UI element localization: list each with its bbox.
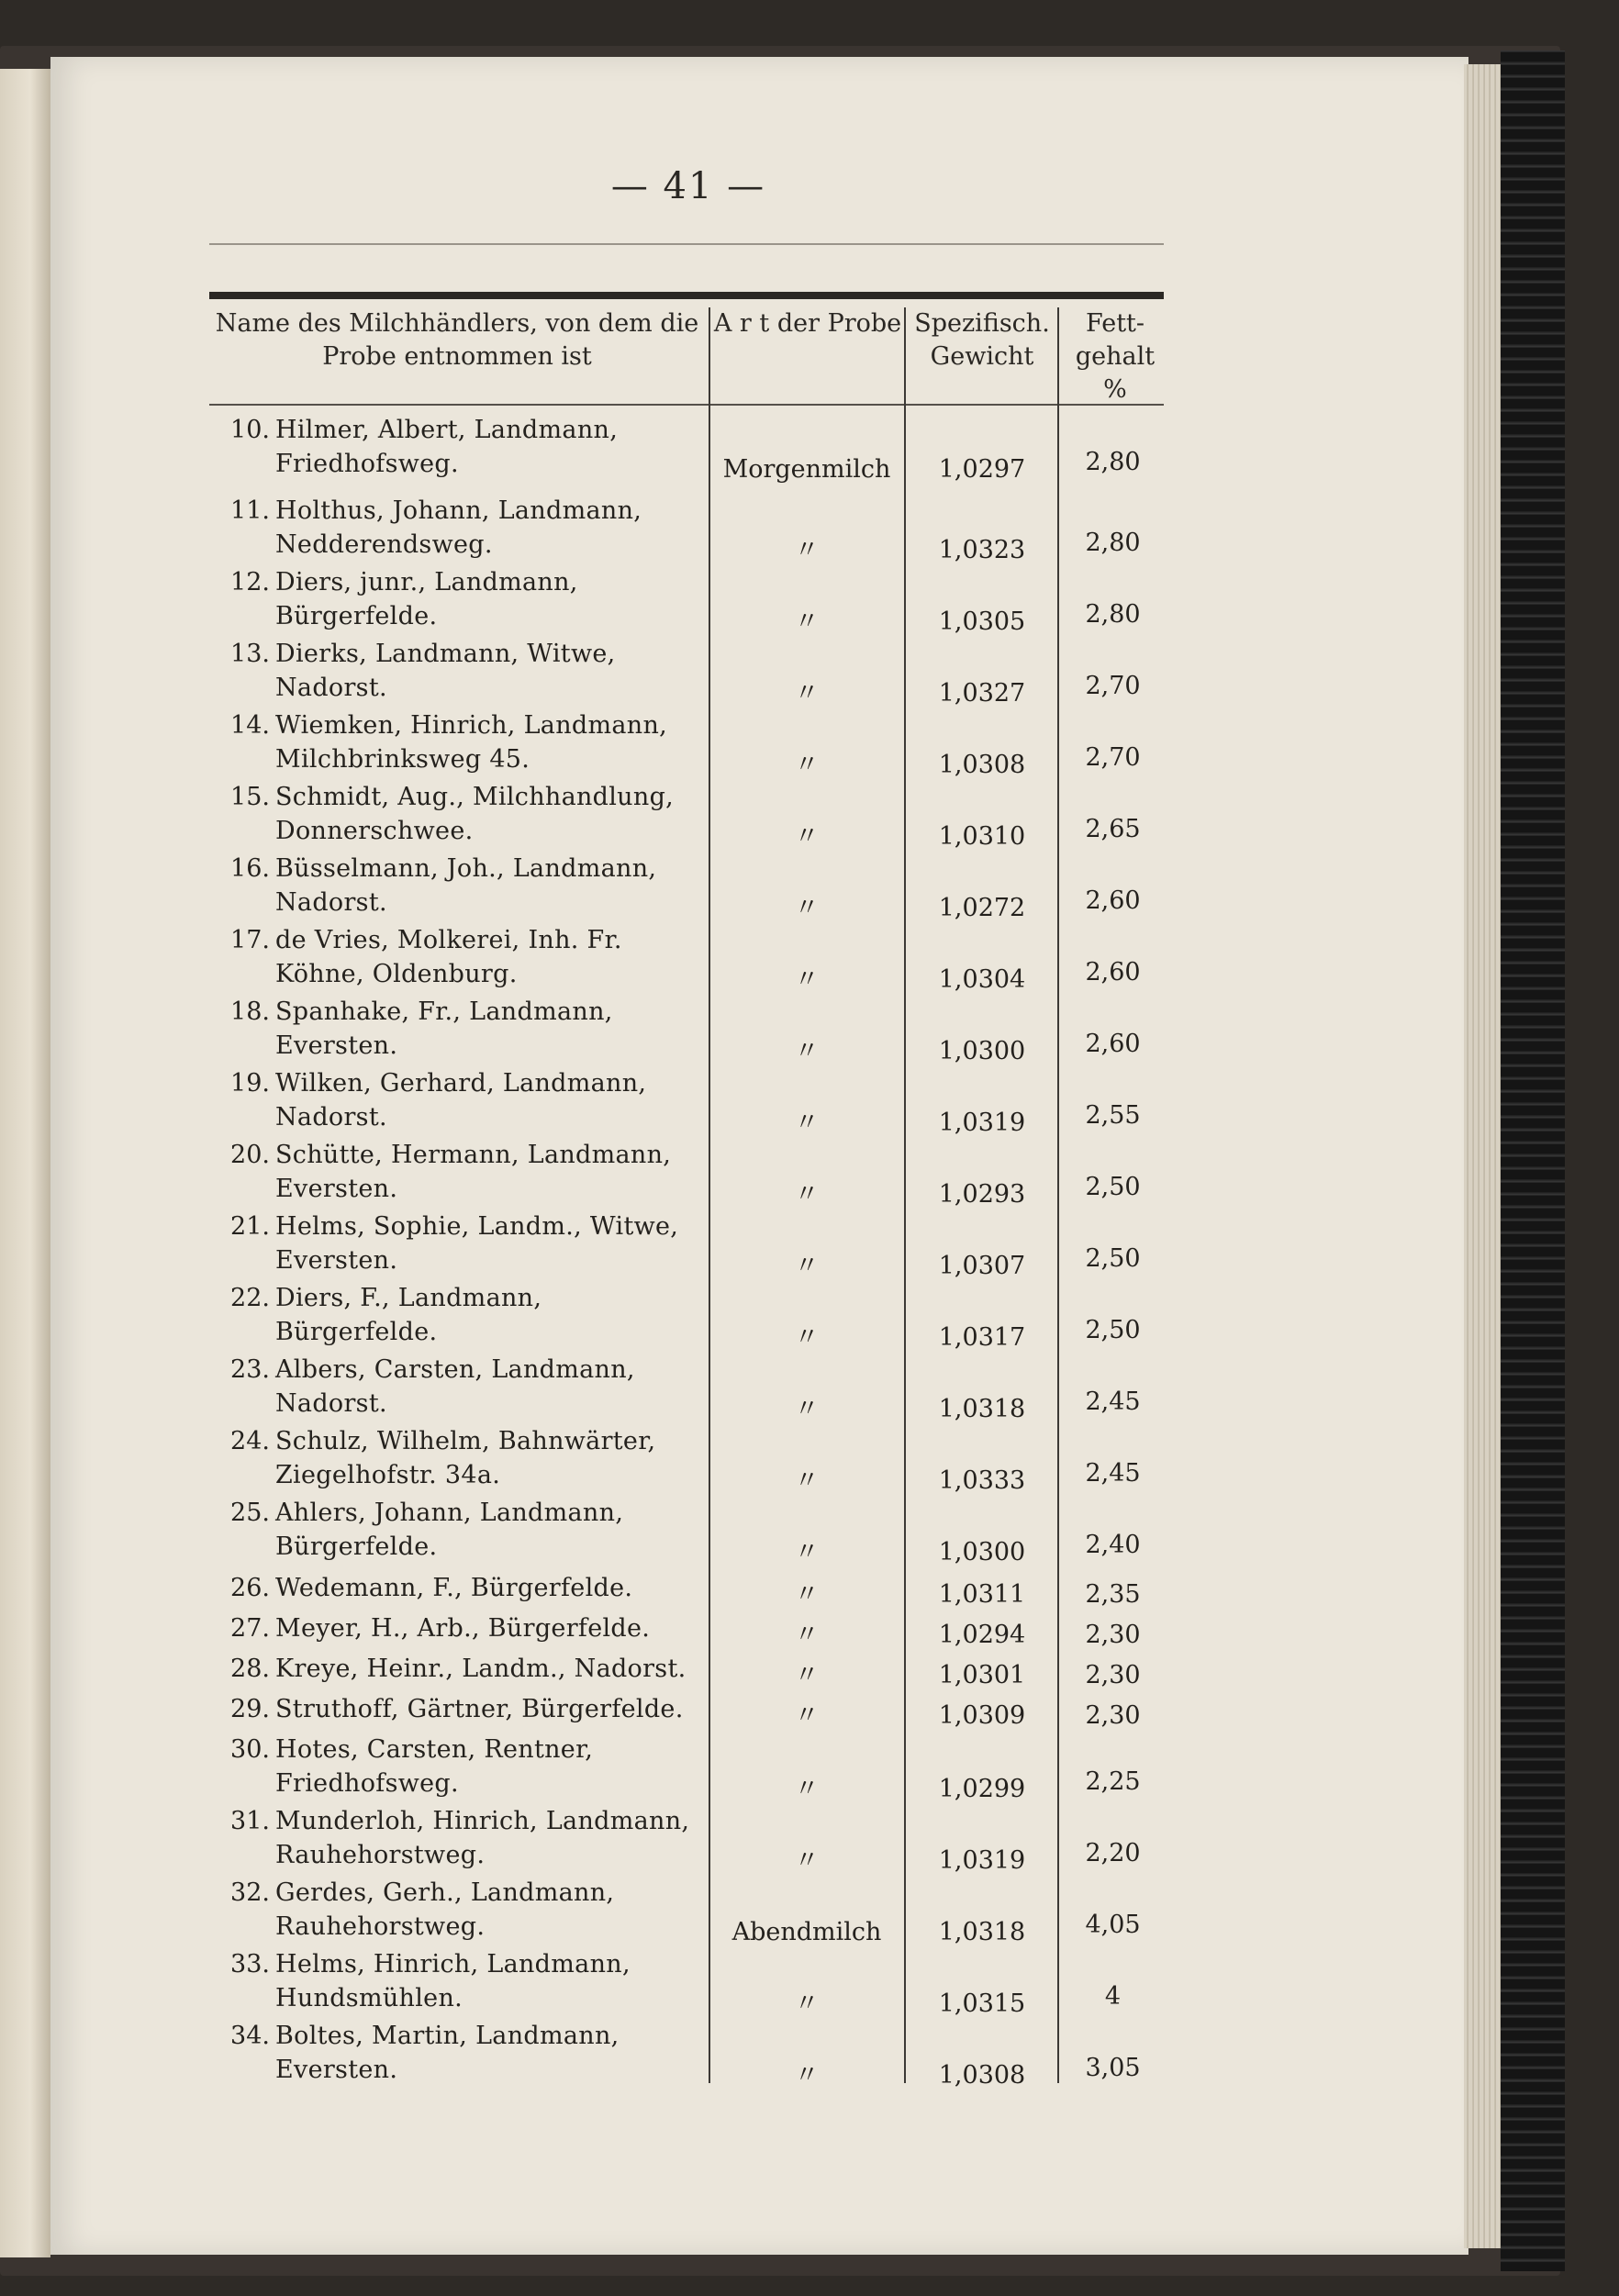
table-row [209, 1692, 1166, 1733]
table-row [209, 1947, 1166, 2021]
sample-type: 〃 [794, 1661, 820, 1689]
row-number: 17. [230, 926, 270, 954]
fat-content: 3,05 [1085, 2054, 1141, 2082]
sample-type: 〃 [794, 1989, 820, 2018]
fat-content: 2,50 [1085, 1316, 1141, 1344]
sample-type: 〃 [794, 751, 820, 779]
table-row [209, 1424, 1166, 1498]
fat-content: 2,80 [1085, 529, 1141, 557]
dealer-name: Schulz, Wilhelm, Bahnwärter, Ziegelhofstr. 34a. [275, 1427, 656, 1489]
row-number: 22. [230, 1284, 270, 1312]
table-row [209, 565, 1166, 639]
sample-type: 〃 [794, 536, 820, 564]
table-row [209, 2019, 1166, 2092]
specific-gravity: 1,0304 [938, 965, 1026, 994]
sample-type: 〃 [794, 1395, 820, 1423]
header-fett: Fett- gehalt % [1075, 309, 1156, 404]
fat-content: 2,30 [1085, 1661, 1141, 1689]
dealer-name: Kreye, Heinr., Landm., Nadorst. [275, 1655, 687, 1683]
table-row [209, 852, 1166, 925]
specific-gravity: 1,0319 [938, 1846, 1026, 1875]
sample-type: 〃 [794, 1846, 820, 1875]
row-number: 25. [230, 1499, 270, 1527]
specific-gravity: 1,0317 [938, 1323, 1026, 1352]
fat-content: 2,70 [1085, 743, 1141, 772]
row-number: 20. [230, 1141, 270, 1169]
table-row [209, 1733, 1166, 1806]
dealer-name: Dierks, Landmann, Witwe, Nadorst. [275, 640, 616, 702]
sample-type: 〃 [794, 1252, 820, 1280]
dealer-name: Wiemken, Hinrich, Landmann, Milchbrinksweg 45. [275, 711, 668, 774]
dealer-name: Helms, Sophie, Landm., Witwe, Eversten. [275, 1212, 679, 1275]
dealer-name: Schmidt, Aug., Milchhandlung, Donnerschwee. [275, 783, 675, 845]
specific-gravity: 1,0300 [938, 1037, 1026, 1065]
header-art: A r t der Probe [713, 309, 902, 338]
row-number: 11. [230, 496, 270, 525]
book-spine [1501, 50, 1565, 2271]
dealer-name: Wedemann, F., Bürgerfelde. [275, 1574, 633, 1602]
table-row [209, 1281, 1166, 1354]
dealer-name: de Vries, Molkerei, Inh. Fr. Köhne, Oldenburg. [275, 926, 622, 988]
fat-content: 2,60 [1085, 886, 1141, 915]
fat-content: 2,40 [1085, 1531, 1141, 1559]
page-number: — 41 — [610, 165, 766, 207]
specific-gravity: 1,0333 [938, 1466, 1026, 1495]
row-number: 33. [230, 1950, 270, 1978]
fat-content: 4 [1104, 1982, 1122, 2011]
sample-type: Morgenmilch [722, 455, 891, 484]
table-row [209, 1209, 1166, 1283]
sample-type: 〃 [794, 679, 820, 708]
sample-type: 〃 [794, 1180, 820, 1209]
sample-type: 〃 [794, 965, 820, 994]
sample-type: 〃 [794, 1580, 820, 1609]
fat-content: 2,30 [1085, 1621, 1141, 1649]
sample-type: 〃 [794, 607, 820, 636]
header-name: Name des Milchhändlers, von dem die Probe entnommen ist [215, 309, 699, 371]
specific-gravity: 1,0318 [938, 1395, 1026, 1423]
fat-content: 2,60 [1085, 958, 1141, 986]
fat-content: 2,20 [1085, 1839, 1141, 1867]
specific-gravity: 1,0311 [938, 1580, 1026, 1609]
fat-content: 2,45 [1085, 1388, 1141, 1416]
dealer-name: Gerdes, Gerh., Landmann, Rauhehorstweg. [275, 1878, 615, 1941]
table-row [209, 780, 1166, 853]
table-row [209, 413, 1166, 486]
dealer-name: Schütte, Hermann, Landmann, Eversten. [275, 1141, 672, 1203]
fat-content: 2,50 [1085, 1244, 1141, 1273]
specific-gravity: 1,0308 [938, 2061, 1026, 2090]
specific-gravity: 1,0319 [938, 1109, 1026, 1137]
table-row [209, 637, 1166, 710]
sample-type: 〃 [794, 1621, 820, 1649]
fat-content: 2,70 [1085, 672, 1141, 700]
row-number: 32. [230, 1878, 270, 1907]
specific-gravity: 1,0323 [938, 536, 1026, 564]
top-rule-thin [209, 243, 1164, 245]
specific-gravity: 1,0300 [938, 1538, 1026, 1566]
fat-content: 2,45 [1085, 1459, 1141, 1488]
row-number: 10. [230, 416, 270, 444]
dealer-name: Helms, Hinrich, Landmann, Hundsmühlen. [275, 1950, 631, 2012]
specific-gravity: 1,0294 [938, 1621, 1026, 1649]
specific-gravity: 1,0293 [938, 1180, 1026, 1209]
dealer-name: Struthoff, Gärtner, Bürgerfelde. [275, 1695, 684, 1723]
fat-content: 2,65 [1085, 815, 1141, 843]
table-row [209, 1876, 1166, 1949]
row-number: 16. [230, 854, 270, 883]
table-row [209, 1496, 1166, 1569]
specific-gravity: 1,0318 [938, 1918, 1026, 1946]
sample-type: 〃 [794, 1538, 820, 1566]
dealer-name: Holthus, Johann, Landmann, Nedderendsweg. [275, 496, 642, 559]
table-row [209, 995, 1166, 1068]
row-number: 28. [230, 1655, 270, 1683]
row-number: 21. [230, 1212, 270, 1241]
header-gewicht: Spezifisch. Gewicht [914, 309, 1050, 371]
row-number: 19. [230, 1069, 270, 1098]
table-row [209, 1353, 1166, 1426]
specific-gravity: 1,0315 [938, 1989, 1026, 2018]
dealer-name: Büsselmann, Joh., Landmann, Nadorst. [275, 854, 657, 917]
page-stack-edge [1464, 64, 1501, 2248]
sample-type: 〃 [794, 1037, 820, 1065]
dealer-name: Hotes, Carsten, Rentner, Friedhofsweg. [275, 1735, 594, 1798]
dealer-name: Munderloh, Hinrich, Landmann, Rauhehorstweg. [275, 1807, 690, 1869]
specific-gravity: 1,0305 [938, 607, 1026, 636]
specific-gravity: 1,0327 [938, 679, 1026, 708]
sample-type: 〃 [794, 1109, 820, 1137]
row-number: 27. [230, 1614, 270, 1643]
row-number: 34. [230, 2022, 270, 2050]
fat-content: 2,80 [1085, 600, 1141, 629]
specific-gravity: 1,0272 [938, 894, 1026, 922]
fat-content: 2,30 [1085, 1701, 1141, 1730]
fat-content: 2,50 [1085, 1173, 1141, 1201]
row-number: 24. [230, 1427, 270, 1455]
row-number: 31. [230, 1807, 270, 1835]
dealer-name: Boltes, Martin, Landmann, Eversten. [275, 2022, 620, 2084]
sample-type: 〃 [794, 1701, 820, 1730]
dealer-name: Ahlers, Johann, Landmann, Bürgerfelde. [275, 1499, 624, 1561]
table-row [209, 1652, 1166, 1692]
dealer-name: Diers, F., Landmann, Bürgerfelde. [275, 1284, 542, 1346]
specific-gravity: 1,0307 [938, 1252, 1026, 1280]
dealer-name: Albers, Carsten, Landmann, Nadorst. [275, 1355, 635, 1418]
sample-type: 〃 [794, 1323, 820, 1352]
row-number: 29. [230, 1695, 270, 1723]
left-page-edge [0, 69, 50, 2257]
fat-content: 2,35 [1085, 1580, 1141, 1609]
sample-type: 〃 [794, 2061, 820, 2090]
table-row [209, 923, 1166, 997]
dealer-name: Meyer, H., Arb., Bürgerfelde. [275, 1614, 651, 1643]
row-number: 18. [230, 998, 270, 1026]
row-number: 14. [230, 711, 270, 740]
table-row [209, 494, 1166, 567]
table-row [209, 1571, 1166, 1611]
sample-type: 〃 [794, 894, 820, 922]
specific-gravity: 1,0297 [938, 455, 1026, 484]
dealer-name: Spanhake, Fr., Landmann, Eversten. [275, 998, 613, 1060]
header-divider [209, 404, 1164, 406]
fat-content: 2,80 [1085, 448, 1141, 476]
table-row [209, 1066, 1166, 1140]
dealer-name: Wilken, Gerhard, Landmann, Nadorst. [275, 1069, 647, 1131]
table-row [209, 1804, 1166, 1878]
row-number: 13. [230, 640, 270, 668]
table-row [209, 1611, 1166, 1652]
table-row [209, 708, 1166, 782]
sample-type: 〃 [794, 1466, 820, 1495]
fat-content: 4,05 [1085, 1911, 1141, 1939]
row-number: 23. [230, 1355, 270, 1384]
specific-gravity: 1,0310 [938, 822, 1026, 851]
specific-gravity: 1,0309 [938, 1701, 1026, 1730]
top-rule-thick [209, 292, 1164, 299]
sample-type: 〃 [794, 1775, 820, 1803]
row-number: 30. [230, 1735, 270, 1764]
specific-gravity: 1,0308 [938, 751, 1026, 779]
table-row [209, 1138, 1166, 1211]
specific-gravity: 1,0301 [938, 1661, 1026, 1689]
row-number: 26. [230, 1574, 270, 1602]
row-number: 15. [230, 783, 270, 811]
sample-type: 〃 [794, 822, 820, 851]
sample-type: Abendmilch [731, 1918, 882, 1946]
dealer-name: Diers, junr., Landmann, Bürgerfelde. [275, 568, 578, 630]
fat-content: 2,25 [1085, 1767, 1141, 1796]
row-number: 12. [230, 568, 270, 596]
fat-content: 2,60 [1085, 1030, 1141, 1058]
specific-gravity: 1,0299 [938, 1775, 1026, 1803]
dealer-name: Hilmer, Albert, Landmann, Friedhofsweg. [275, 416, 619, 478]
fat-content: 2,55 [1085, 1101, 1141, 1130]
